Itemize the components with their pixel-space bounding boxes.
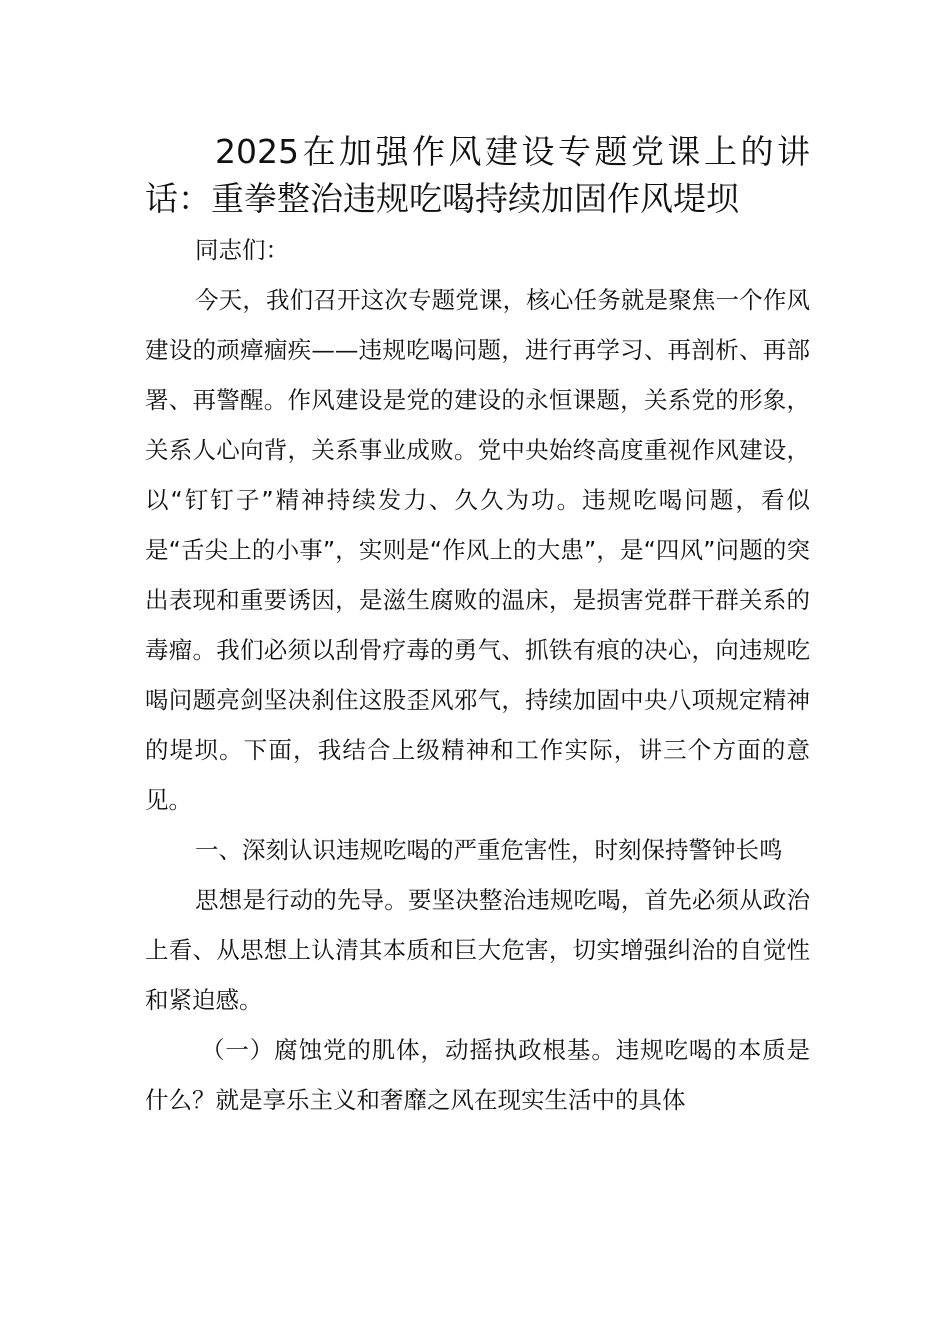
salutation: 同志们： [195,236,289,264]
paragraph-section-1: 思想是行动的先导。要坚决整治违规吃喝，首先必须从政治上看、从思想上认清其本质和巨大危害，切实增强纠治的自觉性和紧迫感。 [145,886,810,1014]
section-heading-1: 一、深刻认识违规吃喝的严重危害性，时刻保持警钟长鸣 [195,836,783,864]
document-body [145,225,810,1125]
paragraph-intro: 今天，我们召开这次专题党课，核心任务就是聚焦一个作风建设的顽瘴痼疾——违规吃喝问题，进行再学习、再剖析、再部署、再警醒。作风建设是党的建设的永恒课题，关系党的形象，关系人心向背，关系事业成败。党中央始终高度重视作风建设，以“钉钉子”精神持续发力、久久为功。违规吃喝问题，看似是“舌尖上的小事”，实则是“作风上的大患”，是“四风”问题的突出表现和重要诱因，是滋生腐败的温床，是损害党群干群关系的毒瘤。我们必须以刮骨疗毒的勇气、抓铁有痕的决心，向违规吃喝问题亮剑坚决刹住这股歪风邪气，持续加固中央八项规定精神的堤坝。下面，我结合上级精神和工作实际，讲三个方面的意见。 [145,286,810,814]
subsection-1: （一）腐蚀党的肌体，动摇执政根基。违规吃喝的本质是什么？就是享乐主义和奢靡之风在现实生活中的具体 [145,1036,810,1114]
document-title: 2025在加强作风建设专题党课上的讲话：重拳整治违规吃喝持续加固作风堤坝 [145,132,810,218]
